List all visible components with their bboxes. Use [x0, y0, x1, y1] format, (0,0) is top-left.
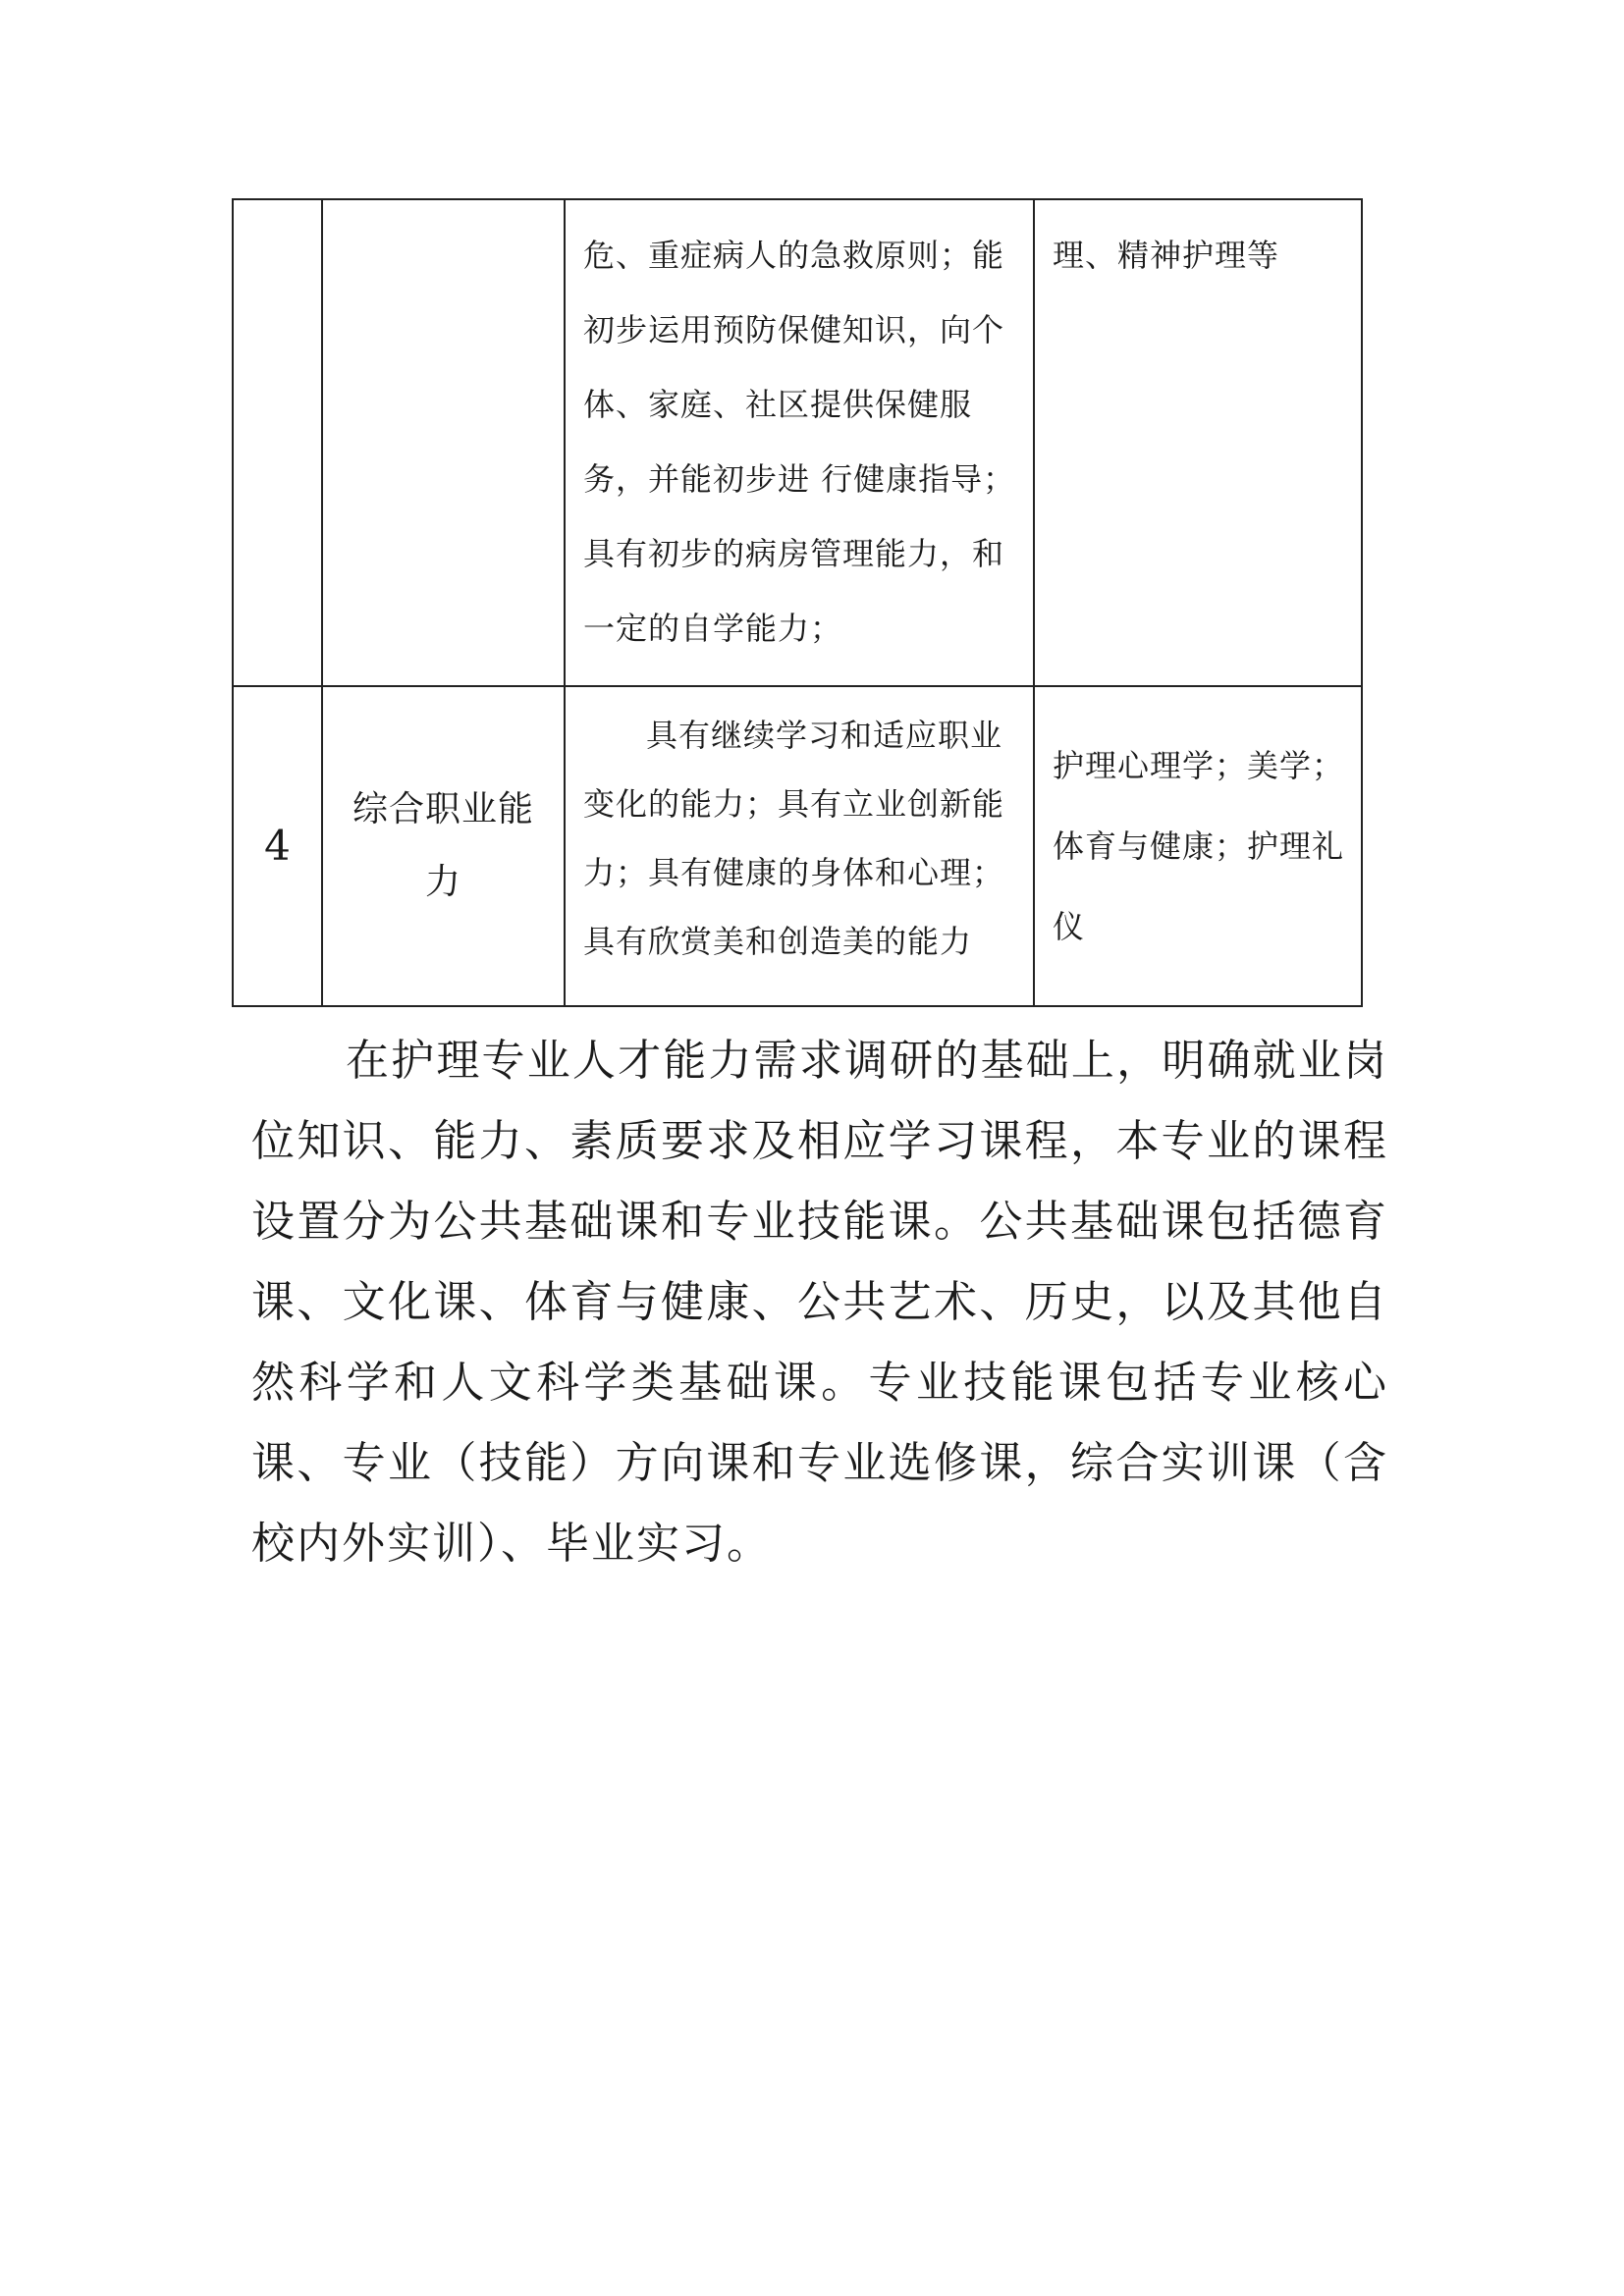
body-paragraph: 在护理专业人才能力需求调研的基础上，明确就业岗位知识、能力、素质要求及相应学习课程，本专业的课程设置分为公共基础课和专业技能课。公共基础课包括德育课、文化课、体育与健康、公共艺术、历史，以及其他自然科学和人文科学类基础课。专业技能课包括专业核心课、专业（技能）方向课和专业选修课，综合实训课（含校内外实训）、毕业实习。 [251, 1036, 1388, 1569]
row-number-cell [233, 686, 322, 1006]
related-courses-cell [1034, 686, 1362, 1006]
ability-description-cell [565, 686, 1034, 1006]
ability-description-cell [565, 199, 1034, 686]
ability-description: 具有继续学习和适应职业变化的能力；具有立业创新能力；具有健康的身体和心理；具有欣赏美和创造美的能力 [583, 717, 1005, 960]
related-courses-cell [1034, 199, 1362, 686]
row-number: 4 [264, 822, 291, 870]
ability-description: 危、重症病人的急救原则；能初步运用预防保健知识，向个体、家庭、社区提供保健服务，并能初步进 行健康指导；具有初步的病房管理能力，和一定的自学能力； [583, 237, 1016, 647]
related-courses: 理、精神护理等 [1053, 237, 1280, 274]
ability-name-cell [322, 199, 565, 686]
ability-name-cell [322, 686, 565, 1006]
table-row [233, 686, 1362, 1006]
ability-table [232, 198, 1363, 1007]
ability-name: 综合职业能力 [352, 789, 534, 902]
related-courses: 护理心理学；美学；体育与健康；护理礼仪 [1053, 747, 1345, 945]
row-number-cell [233, 199, 322, 686]
table-row [233, 199, 1362, 686]
